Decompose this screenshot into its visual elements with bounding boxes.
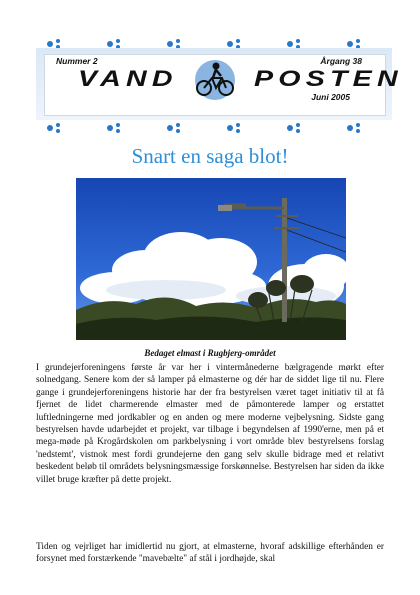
article-paragraph-1: I grundejerforeningens første år var her i vintermånederne bælgragende mørkt efter solnedgang. Senere kom der så lamper på elmasterne og dér har de siddet lige til nu. Flere gange i grundejerforeningens historie har der fra bestyrelsen været taget initiativ til at få fjernet de lidet charmerende elmaster med de påmonterede lamper og erstattet luftledningerne med jordkabler og en anden og mere moderne vejbelysning. Sidste gang bestyrelsen havde udarbejdet et projekt, var tilbage i begyndelsen af 1990'erne, men på et mega-møde på Krogårdskolen om parkbelysning i vort område blev bestyrelsens forslag 'nedstemt', vistnok mest fordi grundejerne den gang selv skulle bidrage med et relativt beskedent beløb til områdets belysningsmæssige forskønnelse. Bestyrelsen har siden da ikke villet bruge kræfter på dette projekt. [36,363,384,485]
issue-date: Juni 2005 [311,92,350,102]
droplet-decoration-bottom [36,120,392,136]
photo-caption: Bedaget elmast i Rugbjerg-området [144,348,276,358]
volume-year: Årgang 38 [320,56,362,66]
logo-word-left: VAND [78,66,178,91]
article-photo [76,178,346,340]
masthead [36,34,403,134]
article-headline: Snart en saga blot! [131,144,289,168]
cyclist-icon [188,58,242,102]
article-paragraph-2: Tiden og vejrliget har imidlertid nu gjort, at elmasterne, hvoraf adskillige efterhånden er forsynet med forstærkende "mavebælte" af stål i jordhøjde, skal [36,542,384,565]
photo-illustration [76,178,346,340]
logo-word-right: POSTEN [254,66,403,91]
issue-number: Nummer 2 [56,56,98,66]
